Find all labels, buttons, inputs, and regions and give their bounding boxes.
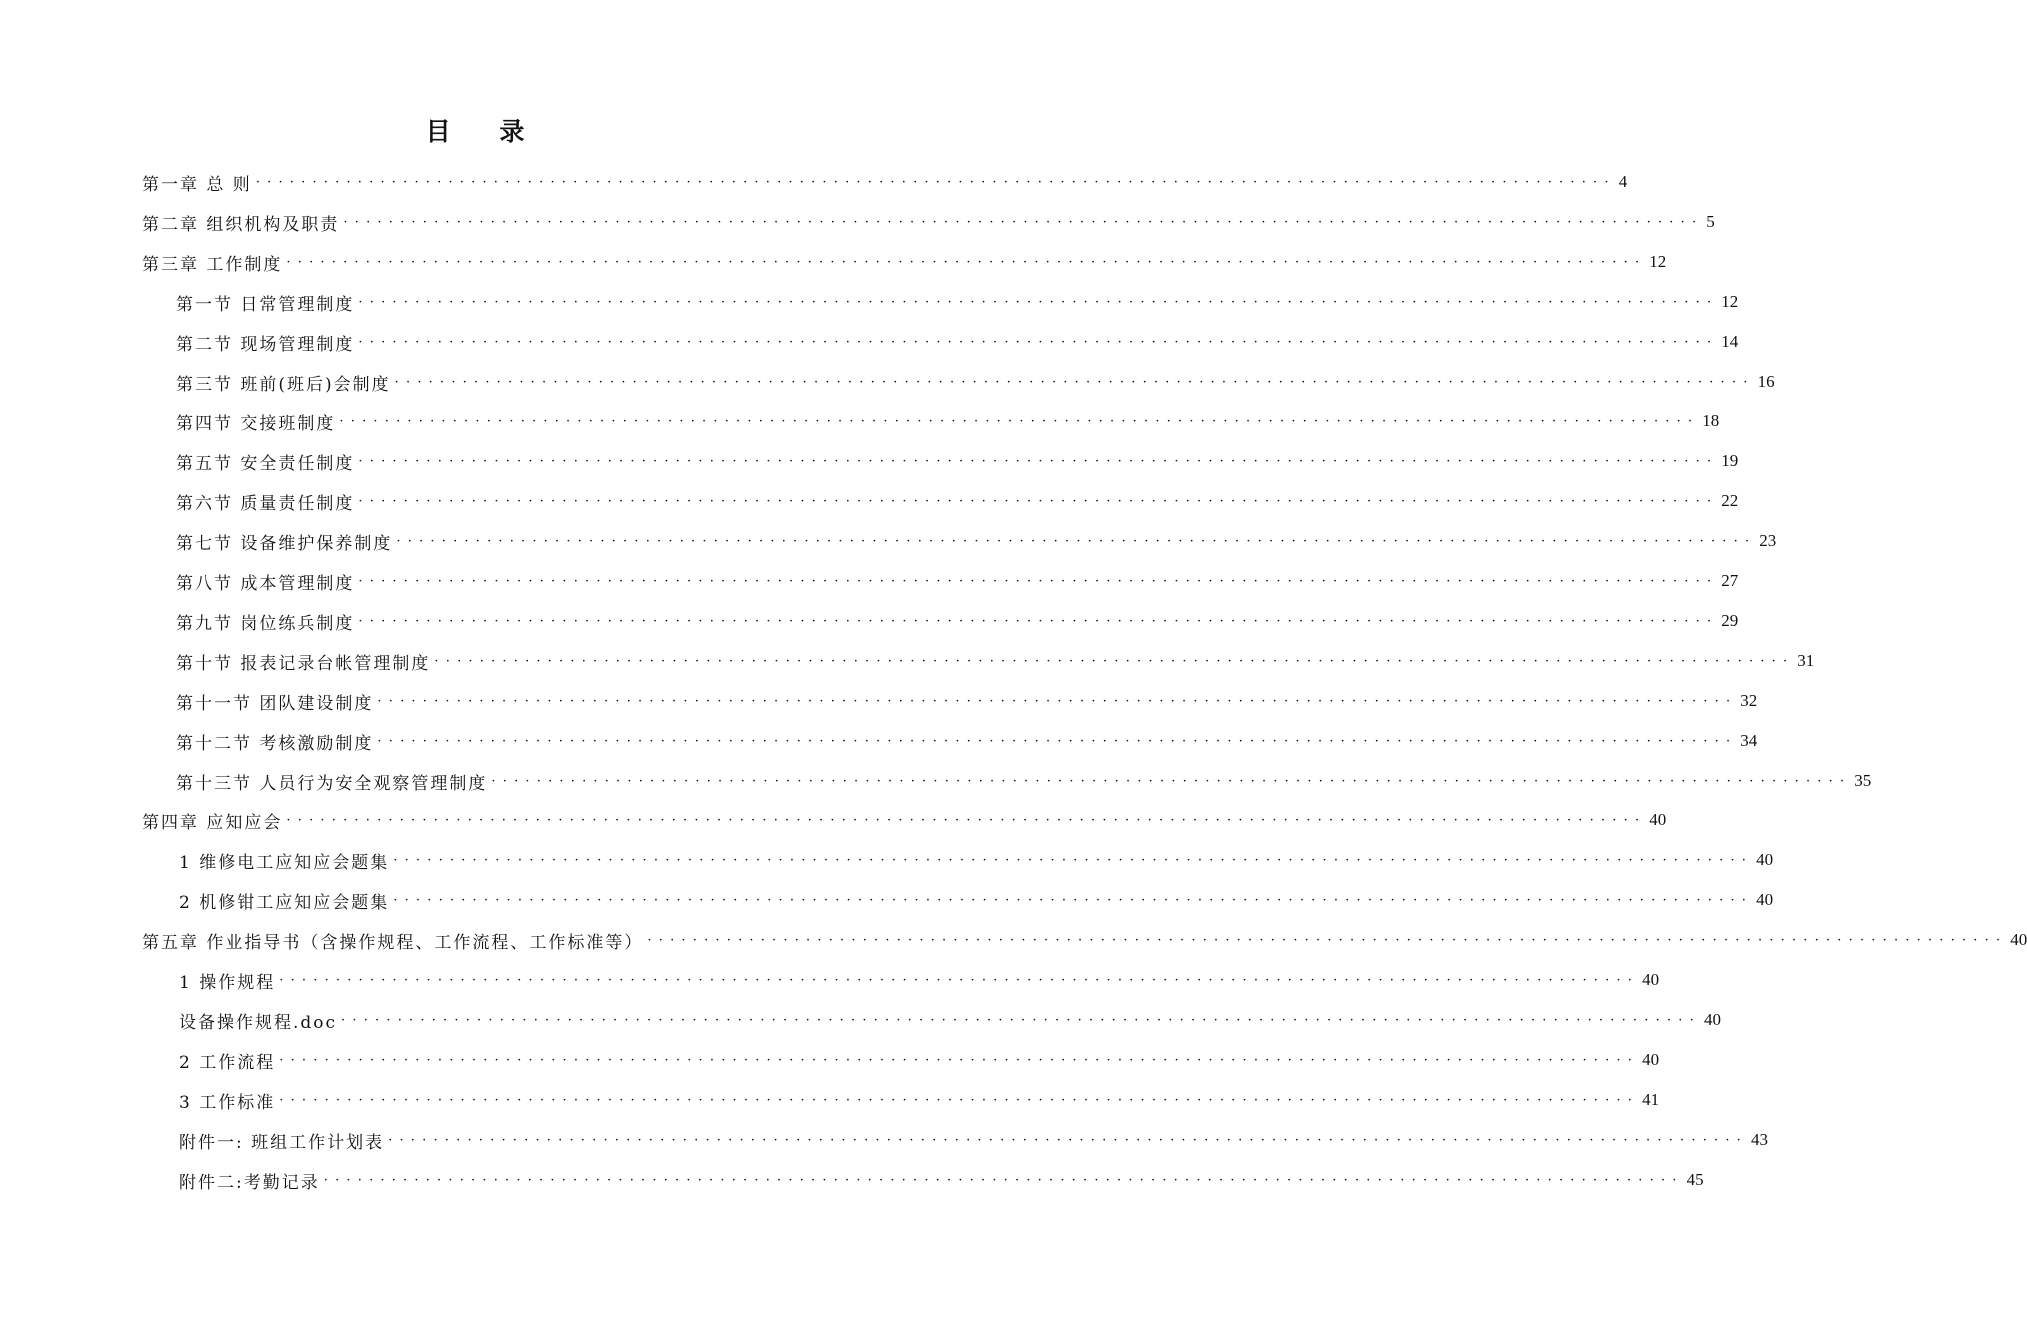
toc-entry-title: 第十节 报表记录台帐管理制度	[176, 653, 431, 674]
toc-entry-title: 1 操作规程	[179, 972, 276, 993]
toc-entry[interactable]	[176, 561, 1739, 601]
toc-entry[interactable]	[176, 521, 1777, 561]
dot-leader: ························································································································	[377, 693, 1738, 709]
toc-entry[interactable]	[142, 242, 1667, 282]
toc-entry[interactable]	[176, 322, 1739, 362]
dot-leader: ························································································································	[279, 972, 1640, 988]
toc-entry[interactable]	[176, 681, 1758, 721]
toc-entry-page-number: 45	[1686, 1170, 1704, 1189]
toc-entry-page-number: 40	[1642, 1050, 1660, 1069]
toc-entry-title: 第五节 安全责任制度	[176, 453, 355, 474]
dot-leader: ························································································································	[343, 214, 1704, 230]
toc-entry[interactable]	[179, 1160, 1704, 1200]
toc-entry-title: 附件一: 班组工作计划表	[179, 1132, 385, 1153]
toc-entry[interactable]	[179, 880, 1774, 920]
toc-entry[interactable]	[179, 1120, 1769, 1160]
toc-entry-title: 第一节 日常管理制度	[176, 294, 355, 315]
toc-entry-title: 第八节 成本管理制度	[176, 573, 355, 594]
toc-entry[interactable]	[176, 601, 1739, 641]
toc-entry[interactable]	[142, 202, 1715, 242]
toc-entry-page-number: 40	[1649, 810, 1667, 829]
dot-leader: ························································································································	[286, 254, 1647, 270]
toc-entry[interactable]	[179, 960, 1660, 1000]
toc-entry-page-number: 40	[1756, 850, 1774, 869]
toc-entry-page-number: 40	[1756, 890, 1774, 909]
dot-leader: ························································································································	[358, 334, 1719, 350]
toc-entry-page-number: 40	[2010, 930, 2027, 949]
dot-leader: ························································································································	[396, 533, 1757, 549]
toc-entry-page-number: 22	[1721, 491, 1739, 510]
toc-title: 目 录	[425, 117, 545, 146]
toc-entry-page-number: 41	[1642, 1090, 1660, 1109]
toc-entry-title: 第十一节 团队建设制度	[176, 693, 374, 714]
toc-entry[interactable]	[176, 362, 1775, 402]
dot-leader: ························································································································	[323, 1172, 1684, 1188]
toc-entry-title: 1 维修电工应知应会题集	[179, 852, 390, 873]
dot-leader: ························································································································	[286, 812, 1647, 828]
toc-entry-page-number: 35	[1854, 771, 1872, 790]
toc-entry[interactable]	[179, 1000, 1721, 1040]
toc-entry-page-number: 40	[1642, 970, 1660, 989]
toc-entry-page-number: 32	[1740, 691, 1758, 710]
toc-entry[interactable]	[179, 1080, 1660, 1120]
dot-leader: ························································································································	[358, 294, 1719, 310]
toc-entry-page-number: 5	[1706, 212, 1715, 231]
toc-entry-title: 2 机修钳工应知应会题集	[179, 892, 390, 913]
toc-entry-page-number: 12	[1649, 252, 1667, 271]
toc-entry-title: 第九节 岗位练兵制度	[176, 613, 355, 634]
toc-entry-title: 第七节 设备维护保养制度	[176, 533, 393, 554]
toc-entry[interactable]	[142, 162, 1628, 202]
dot-leader: ························································································································	[358, 453, 1719, 469]
toc-entry-page-number: 12	[1721, 292, 1739, 311]
toc-entry[interactable]	[176, 401, 1720, 441]
toc-entry-page-number: 19	[1721, 451, 1739, 470]
dot-leader: ························································································································	[393, 892, 1754, 908]
toc-entry-page-number: 27	[1721, 571, 1739, 590]
toc-entry-page-number: 29	[1721, 611, 1739, 630]
dot-leader: ························································································································	[279, 1092, 1640, 1108]
toc-entry-page-number: 16	[1757, 372, 1775, 391]
toc-entry[interactable]	[142, 800, 1667, 840]
dot-leader: ························································································································	[491, 773, 1852, 789]
toc-entry-title: 附件二:考勤记录	[179, 1172, 320, 1193]
toc-entry-title: 第二章 组织机构及职责	[142, 214, 340, 235]
toc-entry-title: 第二节 现场管理制度	[176, 334, 355, 355]
toc-entry-page-number: 23	[1759, 531, 1777, 550]
dot-leader: ························································································································	[339, 413, 1700, 429]
toc-entry[interactable]	[176, 282, 1739, 322]
toc-entry[interactable]	[176, 481, 1739, 521]
toc-entry-title: 2 工作流程	[179, 1052, 276, 1073]
toc-entry-title: 3 工作标准	[179, 1092, 276, 1113]
toc-entry[interactable]	[142, 920, 2027, 960]
toc-entry-title: 第四章 应知应会	[142, 812, 283, 833]
dot-leader: ························································································································	[388, 1132, 1749, 1148]
dot-leader: ························································································································	[434, 653, 1795, 669]
toc-entry-title: 设备操作规程.doc	[179, 1012, 338, 1033]
dot-leader: ························································································································	[394, 374, 1755, 390]
toc-entry-title: 第五章 作业指导书（含操作规程、工作流程、工作标准等）	[142, 932, 644, 953]
dot-leader: ························································································································	[358, 493, 1719, 509]
toc-entry[interactable]	[179, 1040, 1660, 1080]
dot-leader: ························································································································	[393, 852, 1754, 868]
dot-leader: ························································································································	[358, 613, 1719, 629]
toc-entry-page-number: 34	[1740, 731, 1758, 750]
toc-entry[interactable]	[176, 761, 1872, 801]
toc-entry-page-number: 18	[1702, 411, 1720, 430]
toc-entry-title: 第四节 交接班制度	[176, 413, 336, 434]
dot-leader: ························································································································	[647, 932, 2008, 948]
toc-entry[interactable]	[176, 641, 1815, 681]
dot-leader: ························································································································	[279, 1052, 1640, 1068]
toc-entry-title: 第三章 工作制度	[142, 254, 283, 275]
toc-entry-title: 第一章 总 则	[142, 174, 252, 195]
toc-entry-title: 第十二节 考核激励制度	[176, 733, 374, 754]
dot-leader: ························································································································	[377, 733, 1738, 749]
toc-entry-title: 第十三节 人员行为安全观察管理制度	[176, 773, 488, 794]
toc-entry-page-number: 40	[1703, 1010, 1721, 1029]
toc-entry-page-number: 4	[1618, 172, 1628, 191]
toc-entry[interactable]	[176, 721, 1758, 761]
dot-leader: ························································································································	[341, 1012, 1701, 1028]
toc-entry-page-number: 14	[1721, 332, 1739, 351]
dot-leader: ························································································································	[255, 174, 1616, 190]
toc-entry[interactable]	[176, 441, 1739, 481]
toc-entry-page-number: 31	[1797, 651, 1815, 670]
toc-entry[interactable]	[179, 840, 1774, 880]
toc-entry-page-number: 43	[1751, 1130, 1769, 1149]
dot-leader: ························································································································	[358, 573, 1719, 589]
toc-entry-title: 第六节 质量责任制度	[176, 493, 355, 514]
toc-entry-title: 第三节 班前(班后)会制度	[176, 374, 391, 395]
